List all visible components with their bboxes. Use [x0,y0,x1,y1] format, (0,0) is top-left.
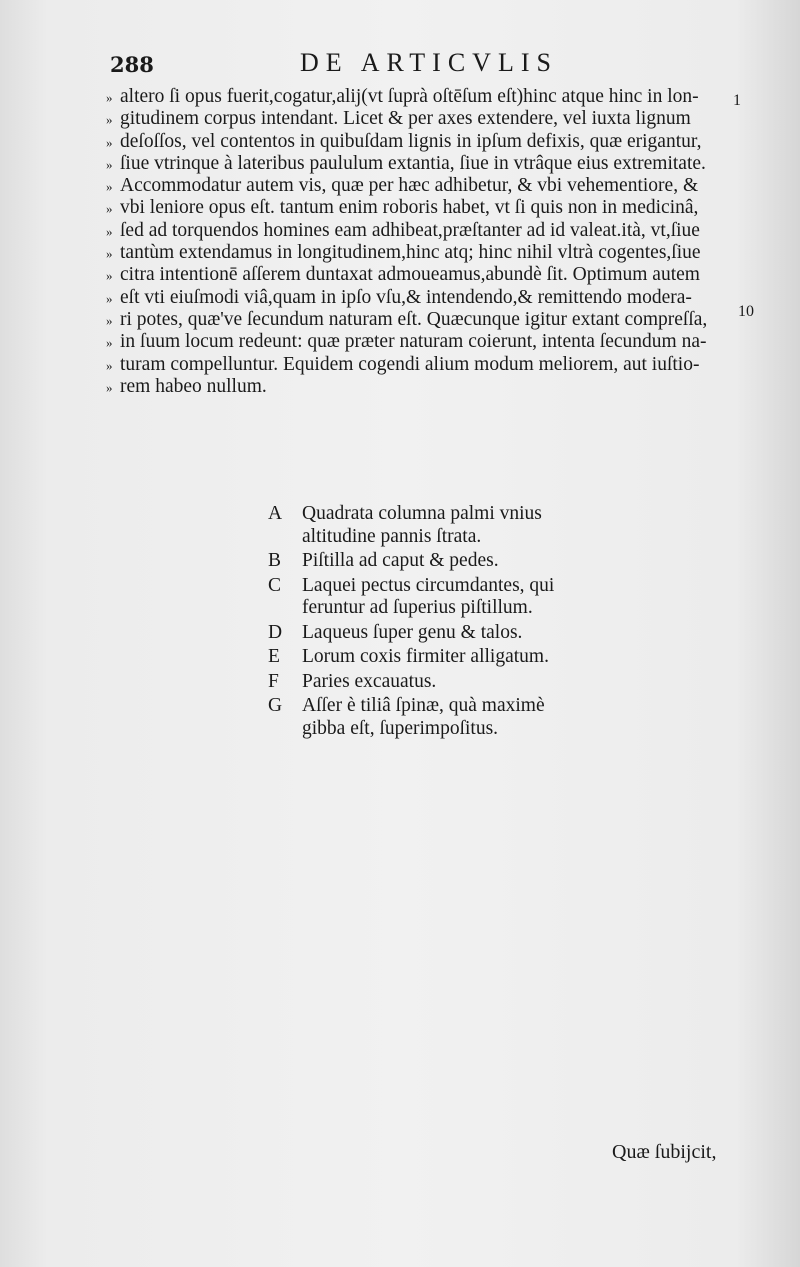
line-text: in ſuum locum redeunt: quæ præter naturam coierunt, intenta ſecundum na- [120,331,707,353]
legend-letter: F [268,670,279,692]
legend-letter: B [268,550,282,571]
text-line [106,264,746,286]
quote-mark: » [106,312,113,328]
line-text: rem habeo nullum. [120,375,267,397]
text-line [106,220,746,242]
legend-letter: E [268,646,280,667]
line-text: deſoſſos, vel contentos in quibuſdam lignis in ipſum defixis, quæ erigantur, [120,130,702,152]
quote-mark: » [106,179,113,195]
line-text: vbi leniore opus eſt. tantum enim roboris habet, vt ſi quis non in medicinâ, [120,197,699,219]
line-text: tantùm extendamus in longitudinem,hinc atq; hinc nihil vltrà cogentes,ſiue [120,242,701,264]
figure-legend [268,503,728,742]
margin-line-number: 1 [733,92,741,109]
legend-text-line: Aſſer è tiliâ ſpinæ, quà maximè [302,695,545,716]
legend-letter: D [268,621,283,643]
legend-text-line: feruntur ad ſuperius piſtillum. [302,597,533,618]
text-line [106,131,746,153]
quote-mark: » [106,134,113,150]
quote-mark: » [106,268,113,284]
legend-item-e [268,646,728,669]
legend-text-line: gibba eſt, ſuperimpoſitus. [302,717,499,739]
quote-mark: » [106,246,113,262]
text-line [106,175,746,197]
text-line [106,309,746,331]
line-text: Accommodatur autem vis, quæ per hæc adhibetur, & vbi vehementiore, & [120,175,699,197]
page-header [110,48,730,82]
legend-letter: A [268,503,283,524]
line-text: altero ſi opus fuerit,cogatur,alij(vt ſuprà oſtēſum eſt)hinc atque hinc in lon- [120,86,699,107]
quote-mark: » [106,335,113,351]
quote-mark: » [106,357,113,373]
quote-mark: » [106,156,113,172]
quote-mark: » [106,201,113,217]
legend-letter: C [268,574,282,596]
legend-item-f [268,671,728,694]
running-title: DE ARTICVLIS [300,48,558,77]
quote-mark: » [106,379,113,395]
quote-mark: » [106,112,113,128]
legend-text-line: Laqueus ſuper genu & talos. [302,621,523,643]
legend-text-line: Lorum coxis firmiter alligatum. [302,646,549,667]
legend-item-c [268,575,728,620]
line-text: eſt vti eiuſmodi viâ,quam in ipſo vſu,& intendendo,& remittendo modera- [120,286,692,308]
legend-item-a [268,503,728,548]
line-text: turam compelluntur. Equidem cogendi alium modum meliorem, aut iuſtio- [120,353,700,375]
line-text: gitudinem corpus intendant. Licet & per axes extendere, vel iuxta lignum [120,108,691,130]
line-text: ſed ad torquendos homines eam adhibeat,præſtanter ad id valeat.ità, vt,ſiue [120,219,700,241]
text-line [106,197,746,219]
text-line [106,376,746,398]
legend-text-line: Paries excauatus. [302,670,437,692]
legend-item-g [268,695,728,740]
legend-text-line: altitudine pannis ſtrata. [302,525,482,547]
quote-mark: » [106,223,113,239]
legend-item-d [268,622,728,645]
page-number: 288 [110,52,154,77]
line-text: ſiue vtrinque à lateribus paululum extantia, ſiue in vtrâque eius extremitate. [120,152,706,174]
line-text: ri potes, quæ've ſecundum naturam eſt. Quæcunque igitur extant compreſſa, [120,308,708,330]
catchword: Quæ ſubijcit, [612,1141,717,1163]
legend-letter: G [268,695,283,716]
legend-item-b [268,550,728,573]
legend-text-line: Laquei pectus circumdantes, qui [302,574,555,596]
margin-line-number: 10 [738,303,754,320]
text-line [106,287,746,309]
text-line [106,354,746,376]
legend-text-line: Quadrata columna palmi vnius [302,503,542,524]
text-line [106,153,746,175]
line-text: citra intentionē aſſerem duntaxat admoueamus,abundè ſit. Optimum autem [120,264,700,286]
legend-text-line: Piſtilla ad caput & pedes. [302,550,499,571]
text-line [106,331,746,353]
text-line [106,86,746,108]
text-line [106,108,746,130]
text-line [106,242,746,264]
quote-mark: » [106,90,113,105]
quote-mark: » [106,290,113,306]
body-text [106,86,746,398]
